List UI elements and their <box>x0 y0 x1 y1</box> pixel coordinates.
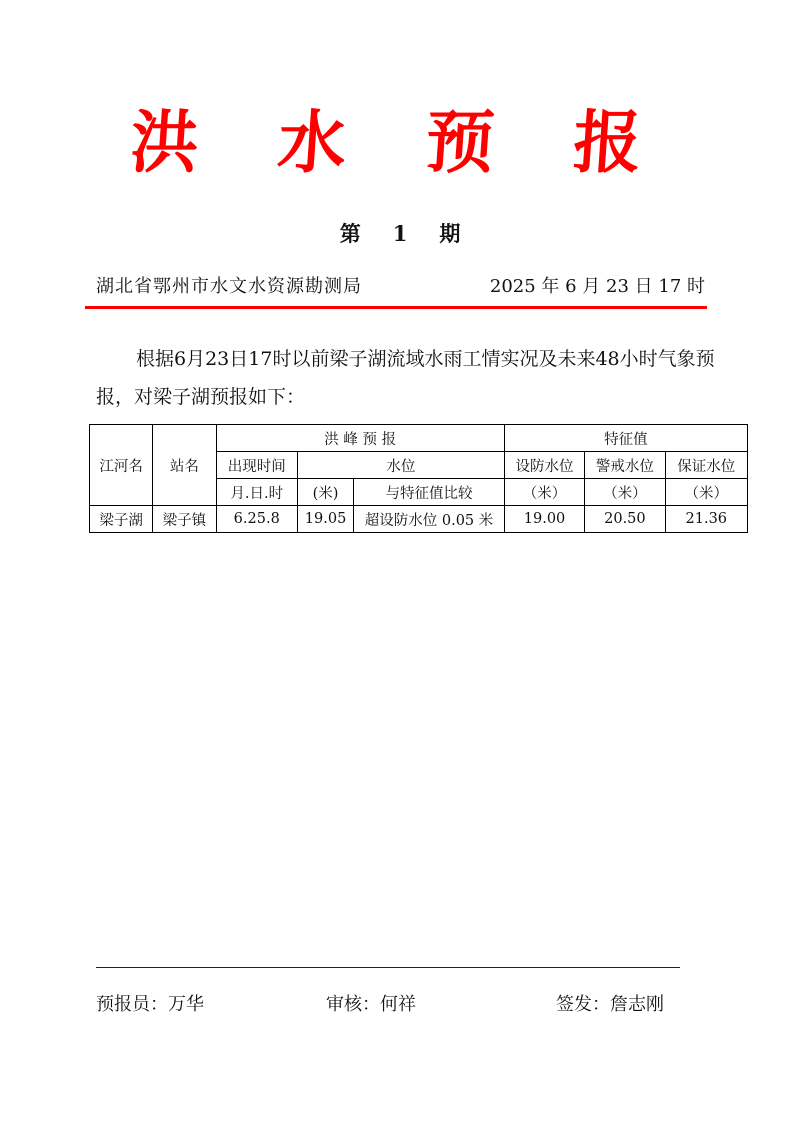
issue-suffix: 期 <box>439 221 461 246</box>
header-level-unit: (米) <box>297 479 353 506</box>
cell-warn-level: 20.50 <box>585 506 665 533</box>
cell-guarantee-level: 21.36 <box>665 506 747 533</box>
header-compare: 与特征值比较 <box>354 479 505 506</box>
cell-station: 梁子镇 <box>153 506 216 533</box>
red-divider <box>85 306 707 309</box>
cell-set-level: 19.00 <box>504 506 584 533</box>
reviewer-signature: 审核：何祥 <box>326 994 416 1015</box>
issue-value: 1 <box>392 221 408 246</box>
cell-river: 梁子湖 <box>90 506 153 533</box>
agency-name: 湖北省鄂州市水文水资源勘测局 <box>96 276 362 297</box>
header-set-level: 设防水位 <box>504 452 584 479</box>
cell-compare: 超设防水位 0.05 米 <box>354 506 505 533</box>
header-unit-warn: （米） <box>585 479 665 506</box>
header-time: 出现时间 <box>216 452 297 479</box>
report-title: 洪 水 预 报 <box>127 103 673 183</box>
header-unit-guarantee: （米） <box>665 479 747 506</box>
forecast-table <box>89 424 748 533</box>
issuer-signature: 签发：詹志刚 <box>556 994 664 1015</box>
issue-number <box>0 218 800 248</box>
header-flood-peak: 洪 峰 预 报 <box>216 425 504 452</box>
intro-paragraph: 根据6月23日17时以前梁子湖流域水雨工情实况及未来48小时气象预报，对梁子湖预报如下： <box>96 348 715 408</box>
issue-date: 2025 年 6 月 23 日 17 时 <box>489 276 705 297</box>
table-header-row-1 <box>90 425 748 452</box>
header-characteristic: 特征值 <box>504 425 747 452</box>
footer-divider <box>96 967 680 968</box>
header-station: 站名 <box>153 425 216 506</box>
table-row <box>90 506 748 533</box>
cell-time: 6.25.8 <box>216 506 297 533</box>
header-unit-set: （米） <box>504 479 584 506</box>
forecaster-signature: 预报员：万华 <box>96 994 204 1015</box>
header-level: 水位 <box>297 452 504 479</box>
header-time-unit: 月.日.时 <box>216 479 297 506</box>
header-warn-level: 警戒水位 <box>585 452 665 479</box>
cell-level: 19.05 <box>297 506 353 533</box>
header-guarantee-level: 保证水位 <box>665 452 747 479</box>
header-river: 江河名 <box>90 425 153 506</box>
issue-prefix: 第 <box>339 221 361 246</box>
